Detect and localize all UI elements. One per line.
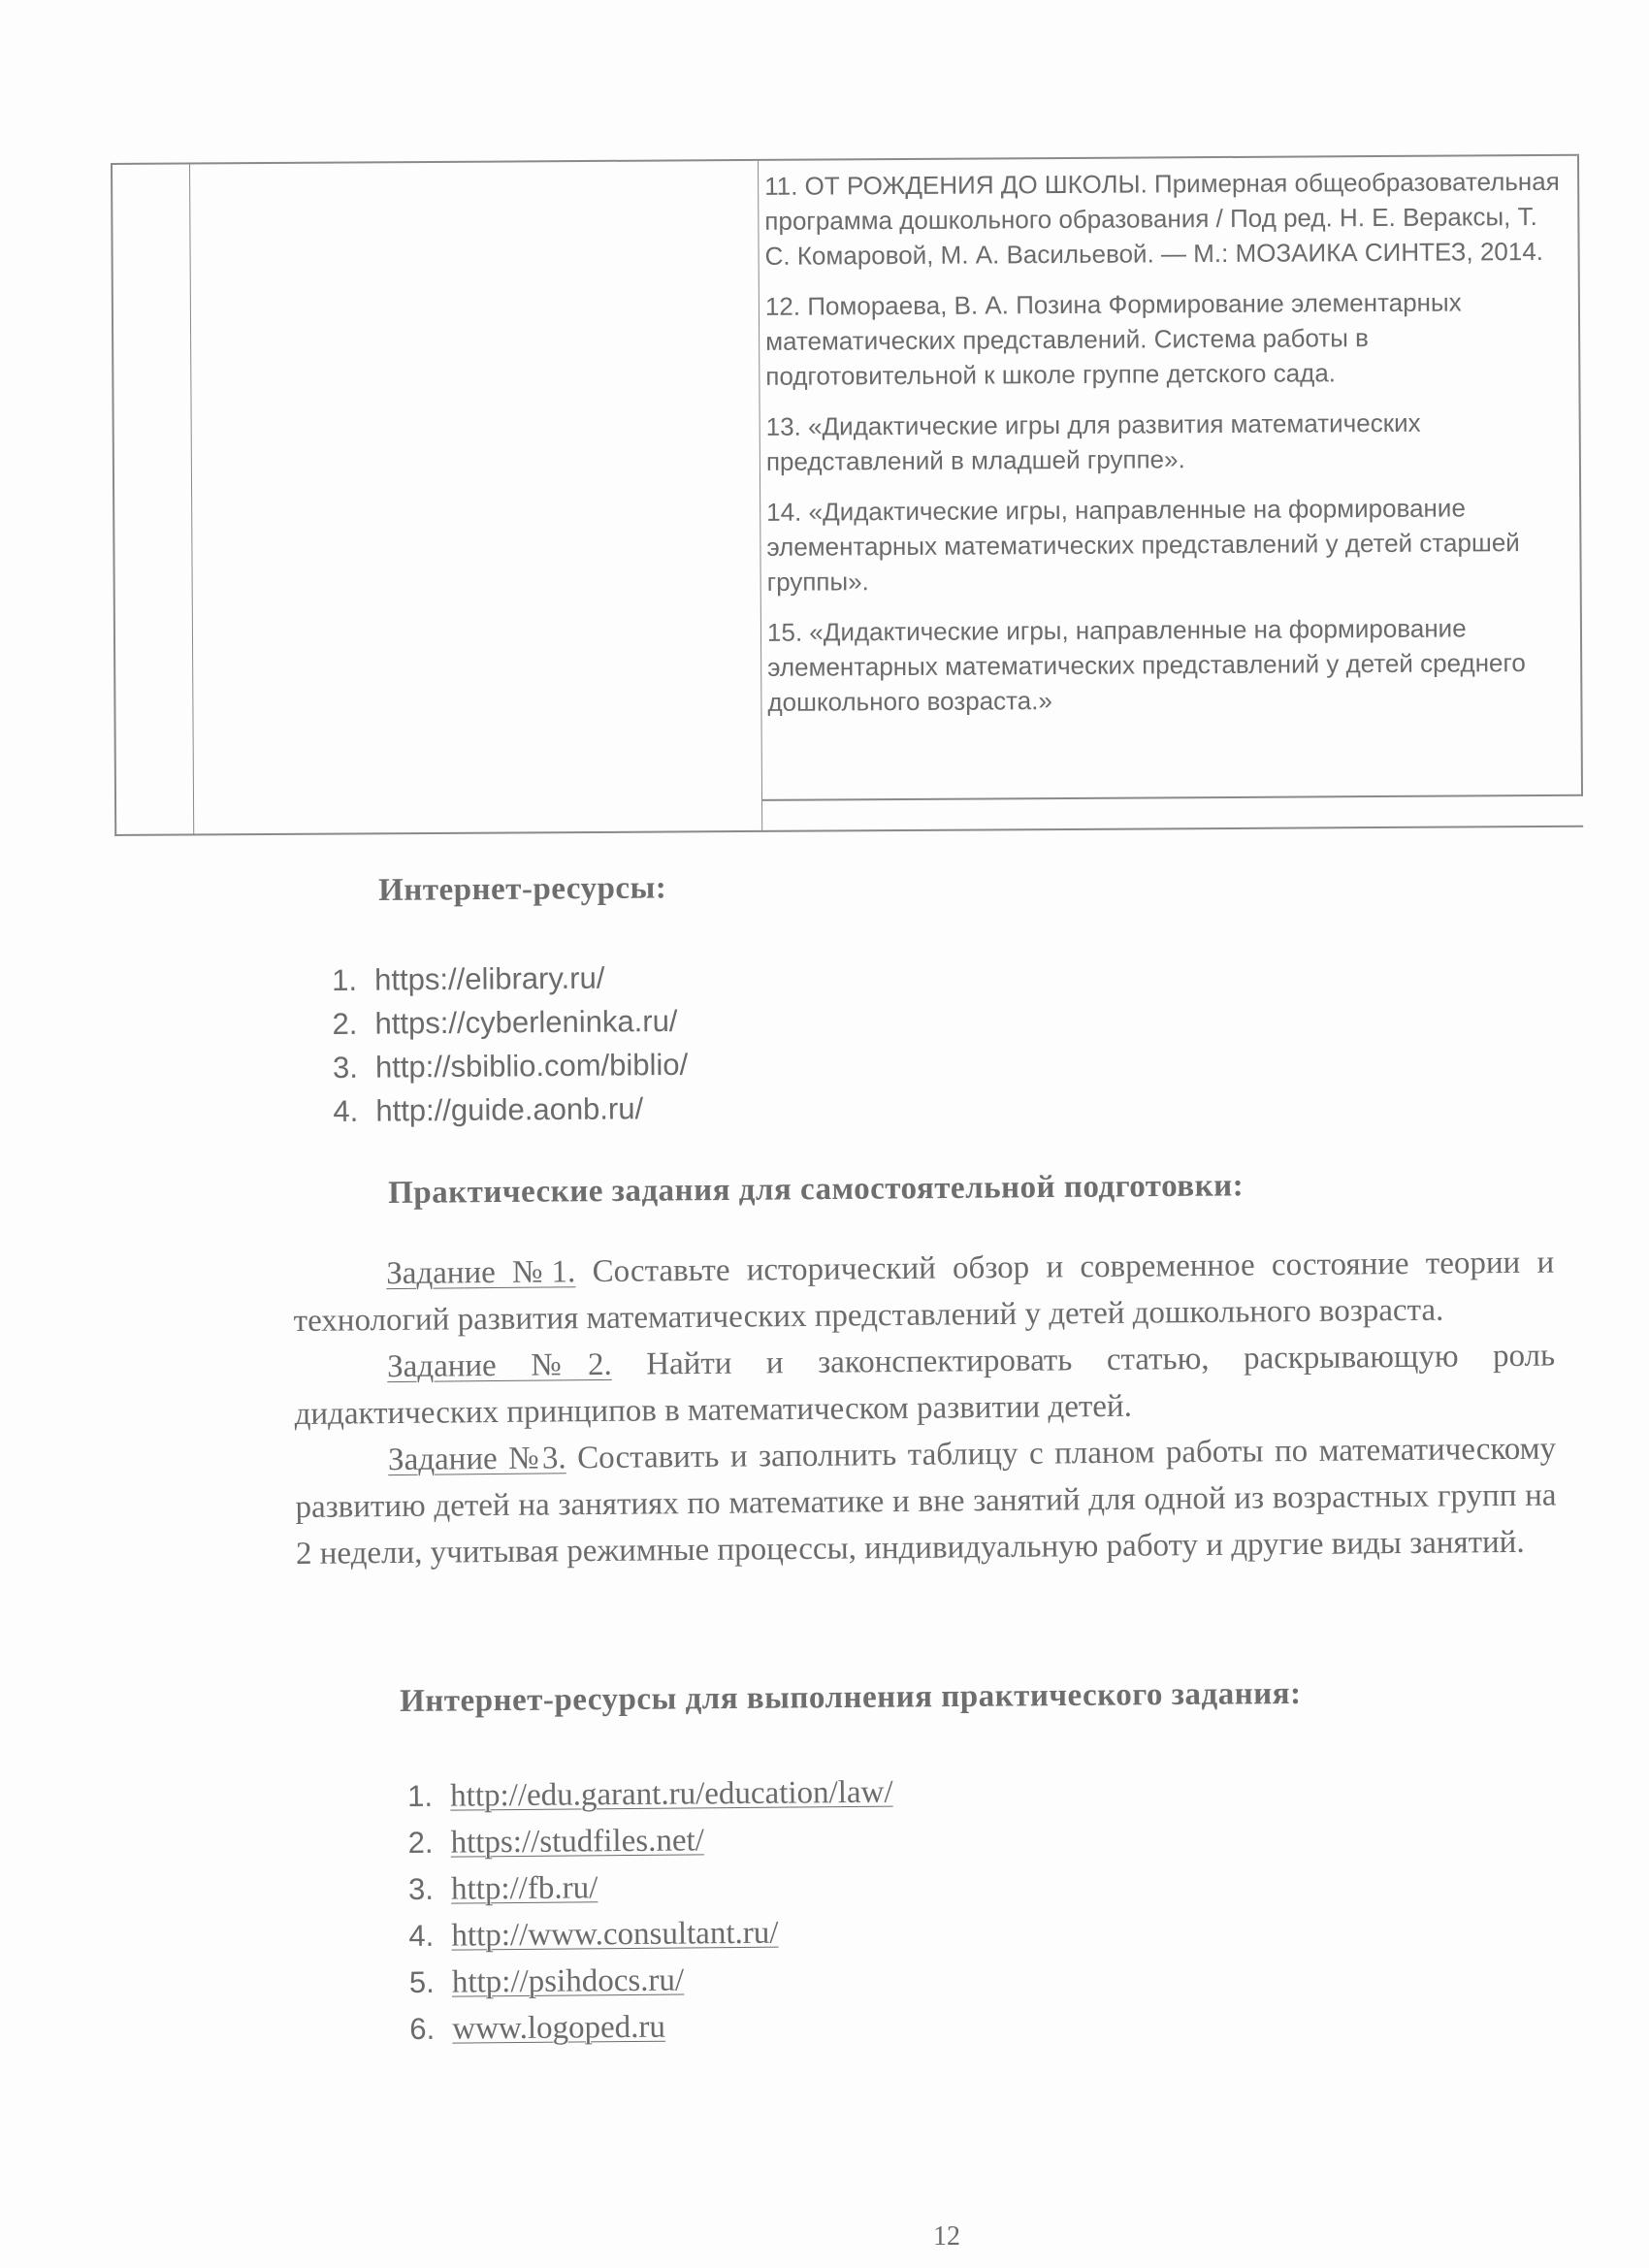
list-item — [407, 1769, 893, 1820]
practical-tasks — [293, 1240, 1557, 1577]
resource-link[interactable]: http://guide.aonb.ru/ — [375, 1091, 644, 1128]
resource-link[interactable]: http://www.consultant.ru/ — [451, 1915, 779, 1954]
reference-item — [766, 490, 1567, 599]
list-number: 2. — [332, 1006, 358, 1041]
reference-number: 15. — [766, 617, 803, 647]
list-item — [332, 956, 688, 1002]
list-item — [333, 1086, 689, 1133]
resource-link[interactable]: https://cyberleninka.ru/ — [374, 1003, 678, 1041]
resource-link[interactable]: http://edu.garant.ru/education/law/ — [450, 1774, 893, 1814]
internet-resources-list — [332, 956, 689, 1133]
list-item — [332, 999, 688, 1046]
references-table — [111, 154, 1583, 836]
list-number: 5. — [408, 1964, 435, 1999]
list-number: 3. — [332, 1050, 358, 1085]
practical-resources-list — [407, 1769, 895, 2053]
list-number: 2. — [407, 1825, 434, 1860]
list-number: 4. — [408, 1918, 435, 1953]
list-item — [409, 1956, 895, 2006]
table-column-empty-narrow — [113, 164, 194, 833]
reference-item — [766, 405, 1566, 479]
reference-number: 12. — [764, 291, 801, 321]
task-text: Найти и законспектировать статью, раскрывающую роль дидактических принципов в математическом развитии детей. — [294, 1338, 1556, 1432]
task-label: Задание №3. — [387, 1441, 566, 1478]
task-label: Задание №1. — [386, 1254, 576, 1292]
list-item — [408, 1863, 894, 1913]
reference-item — [764, 164, 1565, 274]
references-cell — [759, 156, 1583, 801]
reference-item — [765, 284, 1566, 394]
reference-number: 14. — [766, 497, 802, 527]
list-number: 3. — [407, 1871, 435, 1906]
resource-link[interactable]: https://elibrary.ru/ — [374, 960, 605, 997]
list-number: 1. — [407, 1778, 434, 1813]
reference-item — [767, 610, 1568, 720]
list-item — [408, 1909, 894, 1960]
page-number: 12 — [933, 2221, 960, 2252]
task-item — [293, 1240, 1555, 1345]
resource-link[interactable]: http://psihdocs.ru/ — [451, 1962, 685, 2000]
practical-resources-heading: Интернет-ресурсы для выполнения практического задания: — [400, 1675, 1302, 1719]
reference-text: Помораева, В. А. Позина Формирование элементарных математических представлений. Система работы в подготовительной к школе группе детского сада. — [765, 287, 1462, 391]
reference-text: «Дидактические игры, направленные на формирование элементарных математических представлений у детей среднего дошкольного возраста.» — [767, 613, 1526, 717]
practical-tasks-heading: Практические задания для самостоятельной подготовки: — [388, 1168, 1245, 1211]
resource-link[interactable]: http://sbiblio.com/biblio/ — [374, 1047, 689, 1085]
list-number: 1. — [332, 962, 358, 997]
task-label: Задание №2. — [386, 1346, 612, 1385]
table-column-empty-wide — [190, 161, 762, 834]
list-item — [333, 1043, 689, 1089]
reference-number: 11. — [764, 171, 798, 201]
task-item — [294, 1333, 1556, 1438]
task-text: Составить и заполнить таблицу с планом работы по математическому развитию детей на занятиях по математике и вне занятий для одной из возрастных групп на 2 недели, учитывая режимные процессы, индивидуальную работу и другие виды занятий. — [295, 1431, 1557, 1571]
reference-text: «Дидактические игры для развития математических представлений в младшей группе». — [765, 407, 1421, 476]
list-number: 4. — [333, 1093, 359, 1128]
resource-link[interactable]: www.logoped.ru — [452, 2009, 666, 2047]
list-item — [407, 1816, 893, 1866]
task-item — [295, 1426, 1557, 1577]
reference-text: ОТ РОЖДЕНИЯ ДО ШКОЛЫ. Примерная общеобразовательная программа дошкольного образования / Под ред. Н. Е. Вераксы, Т. С. Комаровой, М. А. Васильевой. — М.: МОЗАИКА СИНТЕЗ, 2014. — [764, 166, 1560, 271]
resource-link[interactable]: http://fb.ru/ — [450, 1870, 598, 1907]
resource-link[interactable]: https://studfiles.net/ — [450, 1823, 705, 1861]
task-text: Составьте исторический обзор и современное состояние теории и технологий развития математических представлений у детей дошкольного возраста. — [293, 1245, 1555, 1339]
reference-text: «Дидактические игры, направленные на формирование элементарных математических представлений у детей старшей группы». — [766, 493, 1520, 597]
list-number: 6. — [409, 2011, 436, 2046]
list-item — [409, 2002, 895, 2053]
internet-resources-heading: Интернет-ресурсы: — [378, 870, 667, 908]
reference-number: 13. — [765, 411, 801, 441]
